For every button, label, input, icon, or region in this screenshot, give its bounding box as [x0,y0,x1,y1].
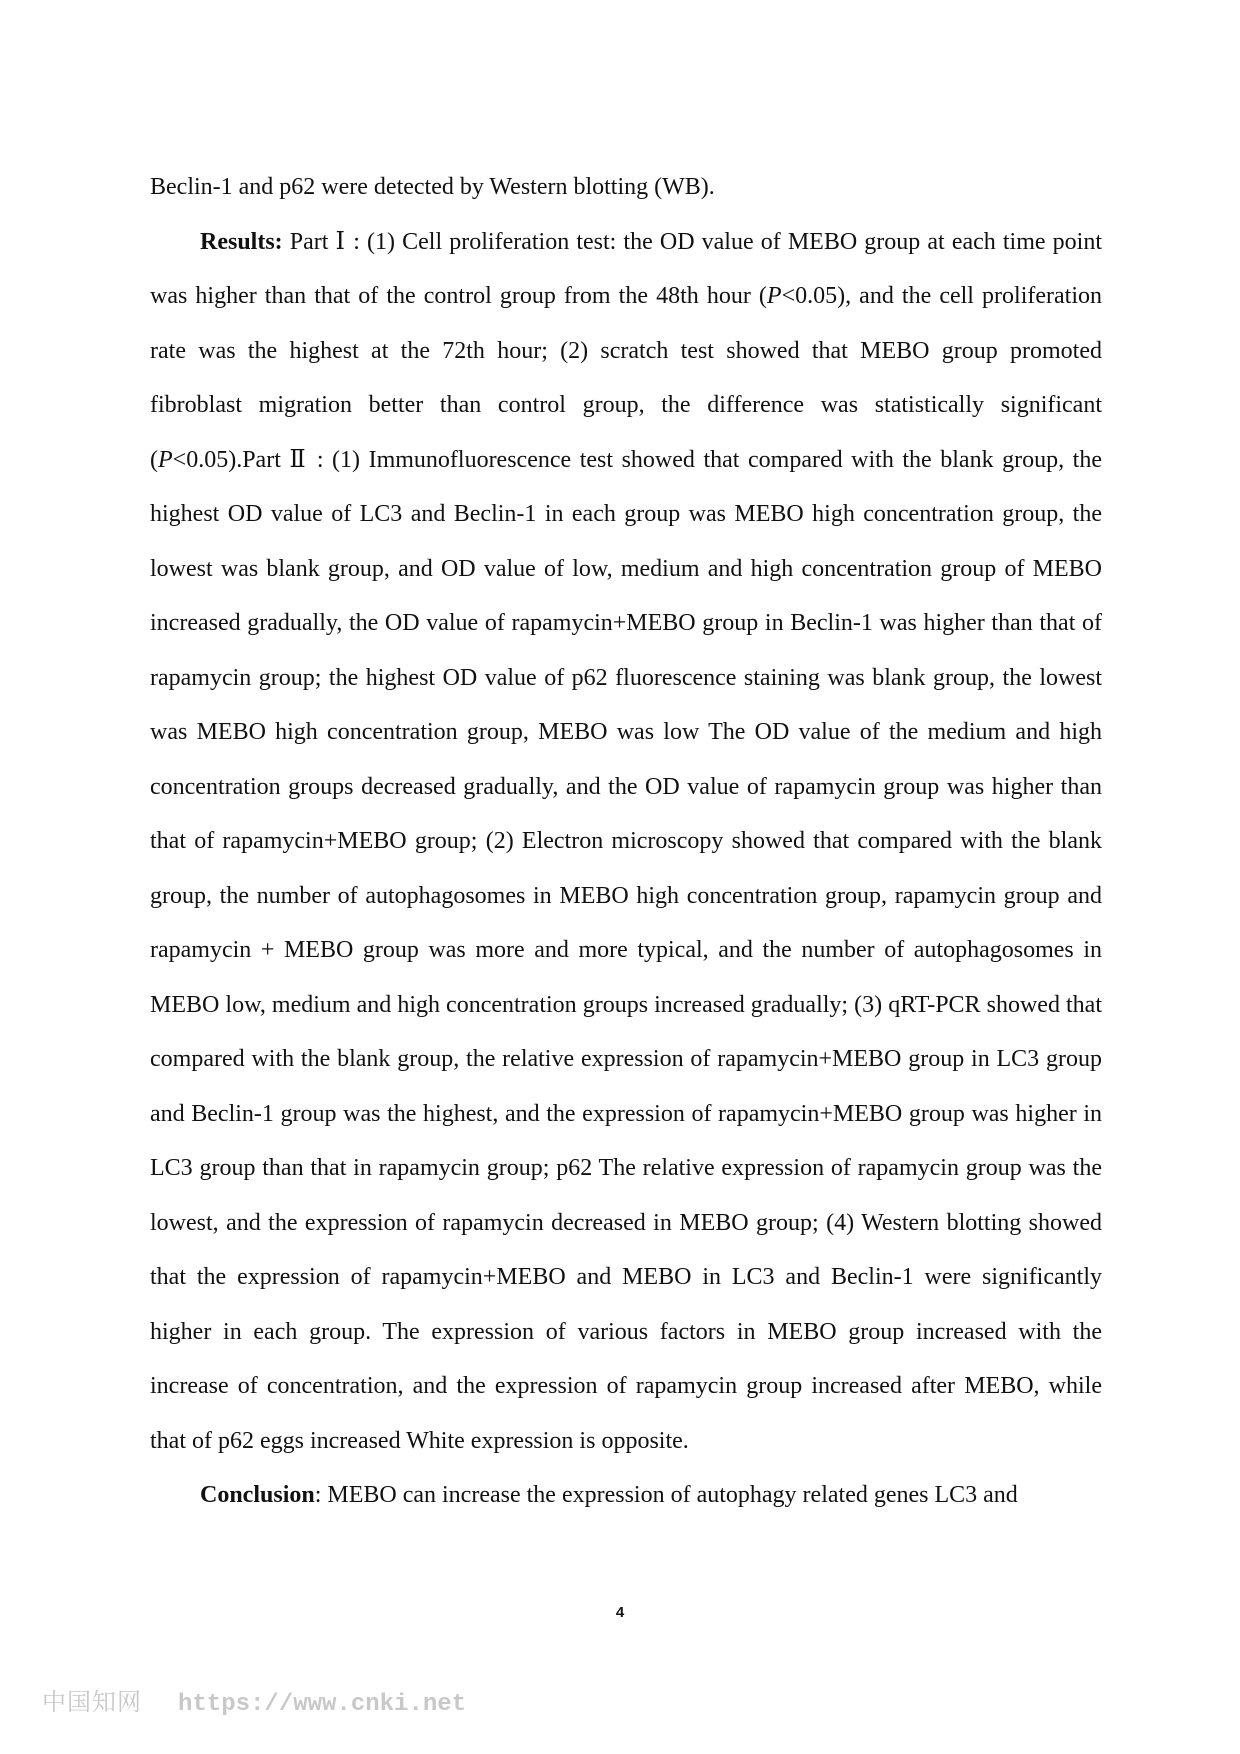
results-paragraph [150,215,1102,1469]
results-text-3: <0.05).Part Ⅱ : (1) Immunofluorescence test showed that compared with the blank group, the highest OD value of LC3 and Beclin-1 in each group was MEBO high concentration group, the lowest was blank group, and OD value of low, medium and high concentration group of MEBO increased gradually, the OD value of rapamycin+MEBO group in Beclin-1 was higher than that of rapamycin group; the highest OD value of p62 fluorescence staining was blank group, the lowest was MEBO high concentration group, MEBO was low The OD value of the medium and high concentration groups decreased gradually, and the OD value of rapamycin group was higher than that of rapamycin+MEBO group; (2) Electron microscopy showed that compared with the blank group, the number of autophagosomes in MEBO high concentration group, rapamycin group and rapamycin + MEBO group was more and more typical, and the number of autophagosomes in MEBO low, medium and high concentration groups increased gradually; (3) qRT-PCR showed that compared with the blank group, the relative expression of rapamycin+MEBO group in LC3 group and Beclin-1 group was the highest, and the expression of rapamycin+MEBO group was higher in LC3 group than that in rapamycin group; p62 The relative expression of rapamycin group was the lowest, and the expression of rapamycin decreased in MEBO group; (4) Western blotting showed that the expression of rapamycin+MEBO and MEBO in LC3 and Beclin-1 were significantly higher in each group. The expression of various factors in MEBO group increased with the increase of concentration, and the expression of rapamycin group increased after MEBO, while that of p62 eggs increased White expression is opposite. [150,446,1102,1454]
conclusion-text: : MEBO can increase the expression of autophagy related genes LC3 and [314,1482,1018,1508]
watermark-url: https://www.cnki.net [178,1691,467,1718]
p-value-symbol: P [766,283,782,309]
cnki-watermark [42,1682,466,1718]
results-label: Results: [200,228,283,255]
intro-tail-paragraph: Beclin-1 and p62 were detected by Western blotting (WB). [150,174,715,200]
results-text-1: Part Ⅰ : (1) Cell proliferation test: the OD value of MEBO group at each time point was higher than that of the control group from the 48th hour ( [150,228,1102,309]
p-value-symbol: P [158,446,173,473]
page-body [150,160,1102,1523]
results-text-2: <0.05), and the cell proliferation rate was the highest at the 72th hour; (2) scratch test showed that MEBO group promoted fibroblast migration better than control group, the difference was statistically significant ( [150,283,1102,473]
page-number: 4 [615,1604,625,1621]
conclusion-label: Conclusion [200,1482,315,1508]
watermark-site-name: 中国知网 [42,1688,142,1716]
conclusion-paragraph [150,1468,1102,1523]
